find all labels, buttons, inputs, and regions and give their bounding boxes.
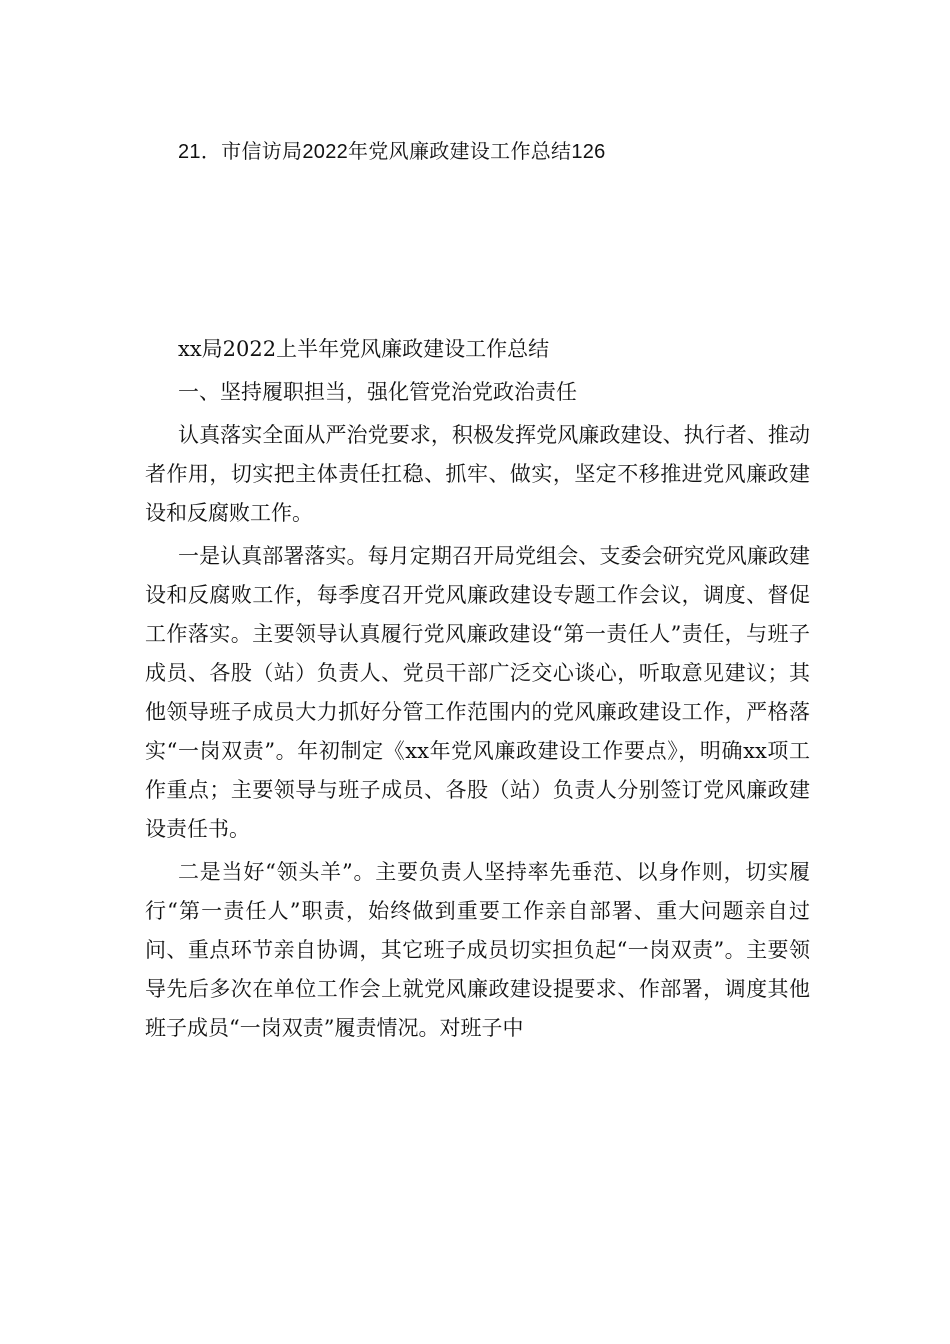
paragraph: 二是当好“领头羊”。主要负责人坚持率先垂范、以身作则，切实履行“第一责任人”职责，始终做到重要工作亲自部署、重大问题亲自过问、重点环节亲自协调，其它班子成员切实担负起“一岗双责”。主要领导先后多次在单位工作会上就党风廉政建设提要求、作部署，调度其他班子成员“一岗双责”履责情况。对班子中 xyxy=(145,860,810,1040)
document-body xyxy=(145,330,810,1052)
section-heading: 一、坚持履职担当，强化管党治党政治责任 xyxy=(178,380,577,404)
paragraph: 一是认真部署落实。每月定期召开局党组会、支委会研究党风廉政建设和反腐败工作，每季度召开党风廉政建设专题工作会议，调度、督促工作落实。主要领导认真履行党风廉政建设“第一责任人”责任，与班子成员、各股（站）负责人、党员干部广泛交心谈心，听取意见建议；其他领导班子成员大力抓好分管工作范围内的党风廉政建设工作，严格落实“一岗双责”。年初制定《xx年党风廉政建设工作要点》，明确xx项工作重点；主要领导与班子成员、各股（站）负责人分别签订党风廉政建设责任书。 xyxy=(145,544,810,841)
paragraph: 认真落实全面从严治党要求，积极发挥党风廉政建设、执行者、推动者作用，切实把主体责任扛稳、抓牢、做实，坚定不移推进党风廉政建设和反腐败工作。 xyxy=(145,423,810,525)
toc-entry: 21．市信访局2022年党风廉政建设工作总结126 xyxy=(178,141,606,163)
document-title: xx局2022上半年党风廉政建设工作总结 xyxy=(178,337,550,361)
